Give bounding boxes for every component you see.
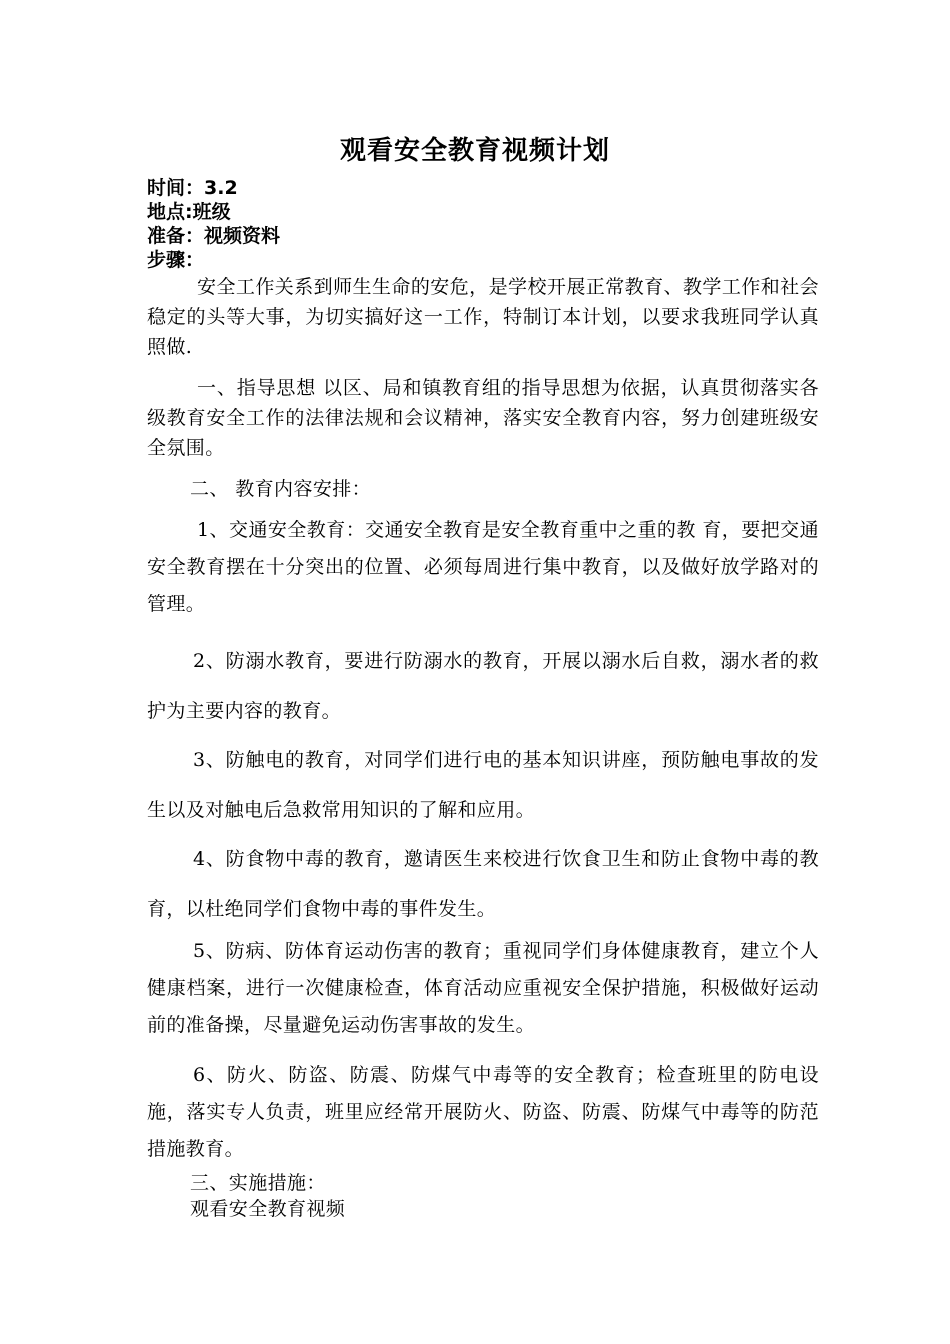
meta-time: 时间：3.2 [147, 177, 238, 199]
item-fire-theft-quake-gas: 6、防火、防盗、防震、防煤气中毒等的安全教育；检查班里的防电设施，落实专人负责，班里应经常开展防火、防盗、防震、防煤气中毒等的防范措施教育。 [147, 1064, 819, 1160]
paragraph-intro: 安全工作关系到师生生命的安危，是学校开展正常教育、教学工作和社会稳定的头等大事，为切实搞好这一工作，特制订本计划，以要求我班同学认真照做. [147, 276, 819, 358]
document-title: 观看安全教育视频计划 [339, 136, 610, 166]
heading-implementation: 三、实施措施： [190, 1172, 326, 1194]
implementation-body: 观看安全教育视频 [190, 1198, 346, 1220]
item-electric-shock-prevention: 3、防触电的教育，对同学们进行电的基本知识讲座，预防触电事故的发生以及对触电后急救常用知识的了解和应用。 [147, 749, 819, 821]
heading-education-content: 二、 教育内容安排： [190, 478, 372, 500]
item-food-poisoning-prevention: 4、防食物中毒的教育，邀请医生来校进行饮食卫生和防止食物中毒的教育，以杜绝同学们食物中毒的事件发生。 [147, 848, 819, 920]
meta-place: 地点:班级 [147, 201, 231, 223]
item-illness-sports-injury: 5、防病、防体育运动伤害的教育；重视同学们身体健康教育，建立个人健康档案，进行一次健康检查，体育活动应重视安全保护措施，积极做好运动前的准备操，尽量避免运动伤害事故的发生。 [147, 940, 819, 1036]
item-traffic-safety: 1、交通安全教育：交通安全教育是安全教育重中之重的教 育，要把交通安全教育摆在十分突出的位置、必须每周进行集中教育，以及做好放学路对的管理。 [147, 519, 819, 615]
paragraph-guiding-ideology: 一、指导思想 以区、局和镇教育组的指导思想为依据，认真贯彻落实各级教育安全工作的法律法规和会议精神，落实安全教育内容，努力创建班级安全氛围。 [147, 377, 819, 459]
meta-prep: 准备：视频资料 [147, 225, 281, 247]
item-drowning-prevention: 2、防溺水教育，要进行防溺水的教育，开展以溺水后自救，溺水者的救护为主要内容的教育。 [147, 650, 819, 722]
meta-steps: 步骤： [147, 249, 205, 271]
